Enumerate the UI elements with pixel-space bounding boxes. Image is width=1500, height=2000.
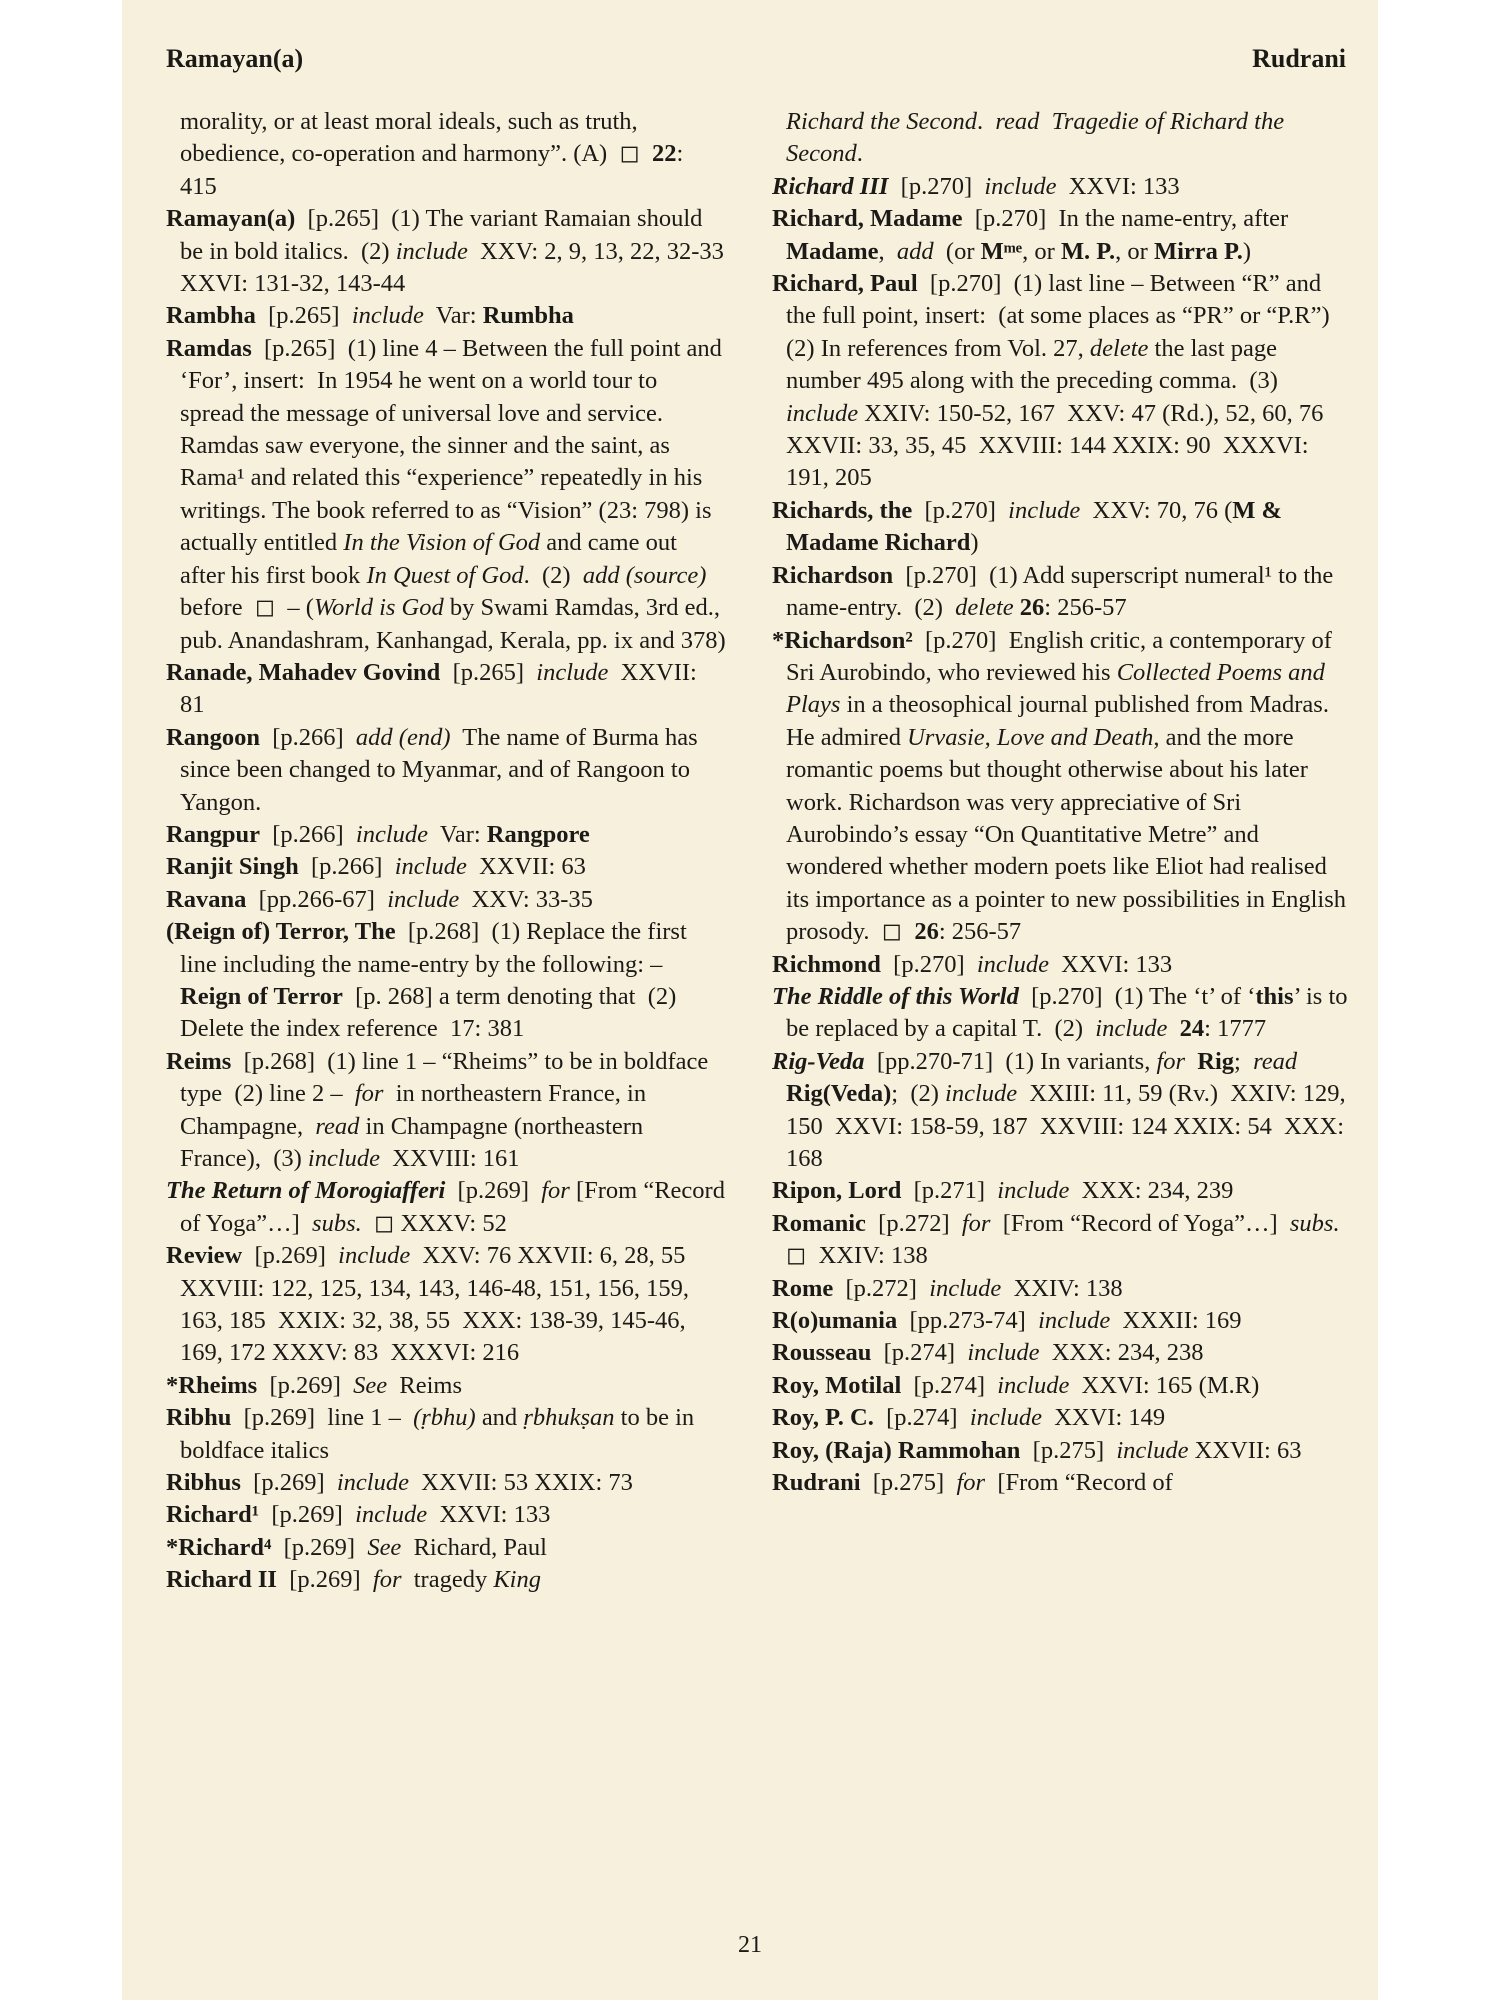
index-entry (166, 884, 726, 916)
entry-instruction: include (997, 1177, 1070, 1205)
entry-text: [p.275] (1020, 1436, 1117, 1464)
entry-text: [p.270] (888, 172, 985, 200)
entry-heading: Richardson (772, 561, 894, 589)
entry-heading: Richards, the (772, 496, 913, 524)
entry-instruction: add (source) (582, 561, 707, 589)
entry-text: [p.269] (259, 1501, 356, 1529)
index-entry (166, 300, 726, 332)
index-entry (772, 625, 1352, 949)
entry-text: [p.266] (259, 723, 356, 751)
entry-heading: Richard¹ (166, 1501, 260, 1529)
entry-instruction: include (786, 399, 859, 427)
index-entry (772, 1467, 1352, 1499)
entry-heading: Review (166, 1242, 243, 1270)
entry-text: , and the more romantic poems but thought otherwise about his later work. Richardson was very appreciative of Sri Aurobindo’s essay “On Quantitative Metre” and wondered whether modern poets like Eliot had realised its importance as a pointer to new possibilities in English prosody. ◻ (786, 723, 1353, 946)
entry-heading: Rig-Veda (772, 1047, 865, 1075)
index-entry (166, 1467, 726, 1499)
index-entry (772, 1175, 1352, 1207)
entry-text: [p.274] (871, 1339, 968, 1367)
entry-text: [p.271] (901, 1177, 998, 1205)
entry-heading: Ramayan(a) (166, 205, 296, 233)
entry-instruction: add (896, 237, 934, 265)
entry-instruction: delete (1089, 334, 1149, 362)
entry-heading: 24 (1179, 1015, 1205, 1043)
entry-text: XXVII: 81 (180, 658, 703, 719)
index-entry (166, 106, 726, 203)
entry-text: [p.268] (1) Replace the first line including the name-entry by the following: – (180, 918, 693, 978)
entry-instruction: include (355, 820, 429, 848)
entry-text: [From “Record of (985, 1469, 1173, 1497)
entry-text: . (856, 140, 863, 168)
page-number: 21 (738, 1932, 762, 1958)
index-entry (166, 1532, 726, 1564)
index-entry (166, 722, 726, 819)
running-head-left: Ramayan(a) (166, 44, 304, 73)
entry-text: [p.265] (1) line 4 – Between the full point and ‘For’, insert: In 1954 he went on a world tour to spread the message of universal love and service. Ramdas saw everyone, the sinner and the saint, as Rama¹ and related this “experience” repeatedly in his writings. The book referred to as “Vision” (23: 798) is actually entitled (180, 334, 729, 557)
entry-text: in a theosophical journal published from Madras. He admired (786, 691, 1336, 751)
entry-heading: Ripon, Lord (772, 1177, 902, 1205)
entry-text (1185, 1048, 1197, 1075)
index-entry (772, 268, 1352, 495)
entry-heading: Richard, Madame (772, 205, 963, 233)
entry-text: [p.272] (865, 1209, 962, 1237)
entry-text (1297, 1048, 1309, 1075)
entry-text: XXV: 70, 76 ( (1080, 496, 1233, 524)
entry-heading: Richmond (772, 950, 881, 978)
entry-text: XXX: 234, 239 (1069, 1177, 1234, 1205)
entry-text: [p.268] (1) line 1 – “Rheims” to be in boldface type (2) line 2 – (180, 1047, 715, 1108)
entry-heading: Rangpore (486, 820, 590, 848)
entry-text: ) (970, 529, 979, 557)
entry-text: [p.270] English critic, a contemporary of Sri Aurobindo, who reviewed his (786, 626, 1338, 686)
entry-text: [From “Record of Yoga”…] (180, 1177, 732, 1237)
index-entry (772, 1273, 1352, 1305)
index-entry (166, 1046, 726, 1176)
entry-heading: Reign of Terror (180, 982, 343, 1010)
entry-heading: *Richardson² (772, 626, 913, 654)
entry-instruction: for (956, 1469, 986, 1497)
entry-text: [p.265] (440, 658, 537, 686)
entry-instruction: Tragedie of Richard the Second (786, 108, 1291, 168)
entry-heading: Richard II (166, 1566, 277, 1594)
entry-heading: Ranjit Singh (166, 853, 299, 881)
index-entry (772, 1208, 1352, 1273)
entry-instruction: for (541, 1177, 570, 1205)
entry-text: [p.265] (1) The variant (295, 205, 544, 233)
entry-instruction: read (1253, 1047, 1298, 1075)
entry-text: Var: (423, 302, 483, 330)
entry-heading: Ravana (166, 885, 247, 913)
entry-text: [p.272] (833, 1274, 930, 1302)
entry-instruction: include (336, 1469, 409, 1497)
entry-instruction: include (1116, 1436, 1189, 1464)
entry-text: XXVII: 63 (1188, 1436, 1302, 1464)
entry-instruction: See (367, 1533, 402, 1561)
entry-instruction: (ṛbhu) (413, 1404, 476, 1432)
entry-heading: this (1255, 982, 1294, 1010)
entry-text: XXVII: 53 XXIX: 73 (409, 1469, 633, 1497)
entry-instruction: include (1038, 1307, 1111, 1335)
entry-heading: Rig (1197, 1047, 1235, 1075)
entry-instruction: include (395, 237, 468, 265)
entry-instruction: include (969, 1404, 1042, 1432)
entry-text: [p.269] (240, 1469, 337, 1497)
entry-text: [p.265] (255, 302, 352, 330)
entry-text: Reims (387, 1371, 463, 1399)
entry-instruction: include (976, 950, 1049, 978)
entry-instruction: include (394, 853, 467, 881)
entry-text: : 415 (180, 140, 690, 200)
entry-text: [p.270] (880, 950, 977, 978)
entry-text: XXVI: 165 (M.R) (1069, 1371, 1260, 1399)
entry-text: [p.266] (298, 853, 395, 881)
index-entry (772, 106, 1352, 171)
entry-text: [p.270] (1) last line – Between “R” and the full point, insert: (at some places as “PR” or “P.R”) (2) In references from Vol. 27, (786, 270, 1342, 362)
entry-heading: Ranade, Mahadev Govind (166, 658, 441, 686)
index-entry (166, 657, 726, 722)
entry-text: Var: (428, 820, 487, 848)
entry-heading: 26 (914, 918, 939, 946)
entry-text: [From “Record of Yoga”…] (990, 1209, 1290, 1237)
entry-text: the last page number 495 along with the preceding comma. (3) (786, 334, 1291, 395)
entry-instruction: read (995, 108, 1040, 135)
entry-instruction: In the Vision of God (343, 529, 541, 557)
entry-instruction: include (929, 1274, 1002, 1302)
entry-text: , or (1022, 237, 1061, 265)
entry-instruction: Urvasie, Love and Death (907, 723, 1154, 751)
index-entry (166, 916, 726, 1046)
entry-instruction: include (945, 1080, 1018, 1108)
entry-heading: R(o)umania (772, 1307, 898, 1335)
index-entry (166, 333, 729, 657)
entry-text: . (2) (523, 561, 583, 589)
entry-instruction: subs. (1289, 1209, 1340, 1237)
entry-text: : 1777 (1204, 1015, 1267, 1043)
right-column (772, 106, 1352, 1499)
entry-text: XXIV: 138 (1001, 1274, 1123, 1302)
entry-heading: Rome (772, 1274, 834, 1302)
entry-instruction: include (387, 885, 460, 913)
entry-text: [pp.273-74] (897, 1307, 1039, 1335)
entry-text: XXVI: 133 (427, 1501, 551, 1529)
entry-instruction: include (338, 1242, 411, 1270)
entry-heading: Richard, Paul (772, 270, 918, 298)
index-entry (772, 981, 1352, 1046)
entry-instruction: subs. (312, 1209, 362, 1237)
running-head-right: Rudrani (1252, 44, 1346, 73)
index-entry (772, 495, 1352, 560)
entry-heading: Reims (166, 1047, 232, 1075)
entry-instruction: read (315, 1112, 360, 1140)
entry-instruction: include (307, 1145, 381, 1172)
entry-text: Richard, Paul (401, 1533, 547, 1561)
entry-text (1039, 108, 1051, 135)
entry-heading: Ramdas (166, 334, 252, 362)
entry-instruction: include (984, 172, 1057, 200)
entry-text: ’ is to be replaced by a capital T. (2) (786, 982, 1354, 1043)
entry-text: ◻ XXXV: 52 (361, 1209, 507, 1237)
entry-text: [p.270] In the name-entry, after (962, 205, 1295, 233)
entry-instruction: for (372, 1566, 402, 1594)
entry-text: and (475, 1404, 524, 1432)
entry-text: in northeastern France, in Champagne, (180, 1080, 653, 1140)
entry-text: [p.269] (276, 1566, 373, 1594)
entry-text: in Champagne (northeastern France), (3) (180, 1112, 650, 1172)
entry-instruction: In Quest of God (366, 561, 524, 589)
entry-heading: Rangpur (166, 820, 260, 848)
index-entry (772, 1402, 1352, 1434)
entry-instruction: delete (955, 594, 1014, 622)
entry-instruction: for (354, 1080, 384, 1108)
index-entry (772, 1337, 1352, 1369)
entry-heading: Rangoon (166, 723, 260, 751)
entry-text: XXVII: 63 (466, 853, 586, 881)
entry-text: ) (1242, 237, 1252, 265)
index-entry (772, 1305, 1352, 1337)
index-entry (772, 203, 1352, 268)
entry-heading: Mᵐᵉ (980, 237, 1023, 265)
entry-text: , (878, 237, 897, 265)
entry-text: : 256-57 (1044, 594, 1127, 622)
entry-heading: Rudrani (772, 1469, 861, 1497)
index-entry (166, 203, 737, 300)
index-entry (772, 171, 1352, 203)
entry-instruction: include (997, 1371, 1070, 1399)
entry-instruction: include (536, 658, 609, 686)
index-entry (166, 1499, 726, 1531)
entry-text: [p.275] (860, 1469, 957, 1497)
entry-instruction: include (1008, 496, 1081, 524)
index-entry (772, 560, 1352, 625)
entry-instruction: King (493, 1566, 541, 1594)
entry-text: [p. 268] a term denoting that (2) Delete the index reference 17: 381 (180, 982, 689, 1043)
entry-heading: The Riddle of this World (772, 982, 1019, 1010)
entry-heading: *Richard⁴ (166, 1533, 272, 1561)
entry-heading: Rousseau (772, 1339, 872, 1367)
entry-instruction: include (351, 302, 424, 330)
entry-text: ◻ XXIV: 138 (786, 1209, 1352, 1270)
index-entry (166, 1175, 732, 1240)
entry-instruction: See (353, 1371, 388, 1399)
entry-heading: 22 (652, 140, 677, 168)
entry-heading: Rambha (166, 302, 256, 330)
entry-heading: Ribhu (166, 1404, 232, 1432)
index-entry (772, 949, 1352, 981)
entry-text: Ramaian should be in bold italics. (2) (180, 205, 709, 265)
entry-instruction: include (1095, 1015, 1168, 1043)
entry-heading: Madame (786, 237, 879, 265)
entry-text: [p.270] (1) Add superscript numeral¹ to the name-entry. (2) (786, 561, 1340, 622)
entry-text: [p.269] (242, 1242, 339, 1270)
entry-text: [p.269] (257, 1371, 354, 1399)
index-entry (166, 851, 726, 883)
entry-heading: M. P. (1060, 237, 1116, 265)
entry-text: XXVI: 133 (1049, 950, 1173, 978)
entry-text: : 256-57 (938, 918, 1022, 946)
entry-instruction: include (967, 1339, 1040, 1367)
entry-heading: Rig(Veda) (786, 1080, 892, 1108)
index-entry (772, 1435, 1352, 1467)
entry-text: The name of Burma has since been changed to Myanmar, and of Rangoon to Yangon. (180, 723, 704, 816)
index-entry (772, 1046, 1352, 1176)
entry-text (1167, 1015, 1179, 1042)
entry-text: [p.270] (912, 496, 1009, 524)
entry-text: [p.274] (901, 1371, 998, 1399)
entry-heading: Mirra P. (1153, 237, 1243, 265)
entry-text: [p.274] (873, 1404, 970, 1432)
entry-instruction: include (355, 1501, 428, 1529)
index-entry (166, 1370, 726, 1402)
entry-heading: Roy, P. C. (772, 1404, 874, 1432)
entry-text: [p.269] (445, 1177, 542, 1205)
entry-heading: *Rheims (166, 1371, 258, 1399)
entry-heading: Roy, (Raja) Rammohan (772, 1436, 1021, 1464)
entry-text: XXIII: 11, 59 (Rv.) XXIV: 129, 150 XXVI: 158-59, 187 XXVIII: 124 XXIX: 54 XXX: 168 (786, 1080, 1352, 1172)
entry-heading: Ribhus (166, 1469, 241, 1497)
entry-instruction: Collected Poems and Plays (786, 658, 1332, 719)
entry-text: , or (1115, 237, 1154, 265)
entry-text: XXVI: 149 (1041, 1404, 1166, 1432)
entry-text: morality, or at least moral ideals, such as truth, obedience, co-operation and harmony”. (A) ◻ (180, 108, 653, 168)
entry-text: and came out after his first book (180, 529, 684, 589)
entry-heading: Rumbha (482, 302, 574, 330)
entry-text: XXVI: 133 (1056, 172, 1180, 200)
entry-text: [p.266] (259, 820, 356, 848)
entry-text: XXXII: 169 (1110, 1307, 1242, 1335)
entry-text: . (976, 108, 996, 135)
entry-heading: Roy, Motilal (772, 1371, 902, 1399)
entry-text: by Swami Ramdas, 3rd ed., pub. Anandashram, Kanhangad, Kerala, pp. ix and 378) (180, 594, 727, 654)
entry-text: [p.269] line 1 – (231, 1404, 414, 1432)
entry-text: [pp.266-67] (246, 885, 388, 913)
entry-instruction: ṛbhukṣan (523, 1404, 615, 1432)
entry-instruction: World is God (313, 594, 444, 622)
entry-text: XXIV: 150-52, 167 XXV: 47 (Rd.), 52, 60, 76 XXVII: 33, 35, 45 XXVIII: 144 XXIX: 90 XXXVI: 191, 205 (786, 399, 1336, 492)
entry-heading: 26 (1019, 594, 1045, 622)
index-entry (166, 819, 726, 851)
entry-heading: Richard III (772, 172, 889, 200)
entry-instruction: Richard the Second (786, 108, 977, 135)
index-entry (772, 1370, 1352, 1402)
entry-heading: Romanic (772, 1209, 866, 1237)
entry-heading: (Reign of) Terror, The (166, 918, 396, 946)
entry-text: [p.270] (1) The ‘t’ of ‘ (1018, 982, 1256, 1010)
entry-text: [pp.270-71] (1) In variants, (864, 1047, 1157, 1075)
entry-text: XXV: 76 XXVII: 6, 28, 55 XXVIII: 122, 125, 134, 143, 146-48, 151, 156, 159, 163, 185 XXIX: 32, 38, 55 XXX: 138-39, 145-46, 169, 172 XXXV: 83 XXXVI: 216 (180, 1242, 698, 1367)
entry-text: (or (933, 237, 981, 265)
entry-text: XXVIII: 161 (380, 1145, 520, 1172)
entry-text: ; (1234, 1047, 1254, 1075)
entry-text: [p.269] (271, 1533, 368, 1561)
entry-text: before ◻ – ( (180, 561, 713, 622)
entry-text: XXX: 234, 238 (1039, 1339, 1204, 1367)
index-entry (166, 1240, 726, 1370)
index-entry (166, 1564, 726, 1596)
entry-text: XXV: 33-35 (459, 885, 593, 913)
entry-text: to be in boldface italics (180, 1404, 701, 1464)
entry-instruction: for (961, 1209, 991, 1237)
entry-heading: M & Madame Richard (786, 496, 1289, 557)
book-page (122, 0, 1378, 2000)
index-entry (166, 1402, 726, 1467)
entry-text: ; (2) (891, 1080, 946, 1108)
entry-text: tragedy (401, 1566, 494, 1594)
entry-heading: The Return of Morogiafferi (166, 1177, 446, 1205)
left-column (166, 106, 737, 1597)
entry-text: XXV: 2, 9, 13, 22, 32-33 XXVI: 131-32, 143-44 (180, 237, 737, 298)
entry-instruction: for (1156, 1047, 1186, 1075)
entry-instruction: add (end) (355, 723, 451, 751)
